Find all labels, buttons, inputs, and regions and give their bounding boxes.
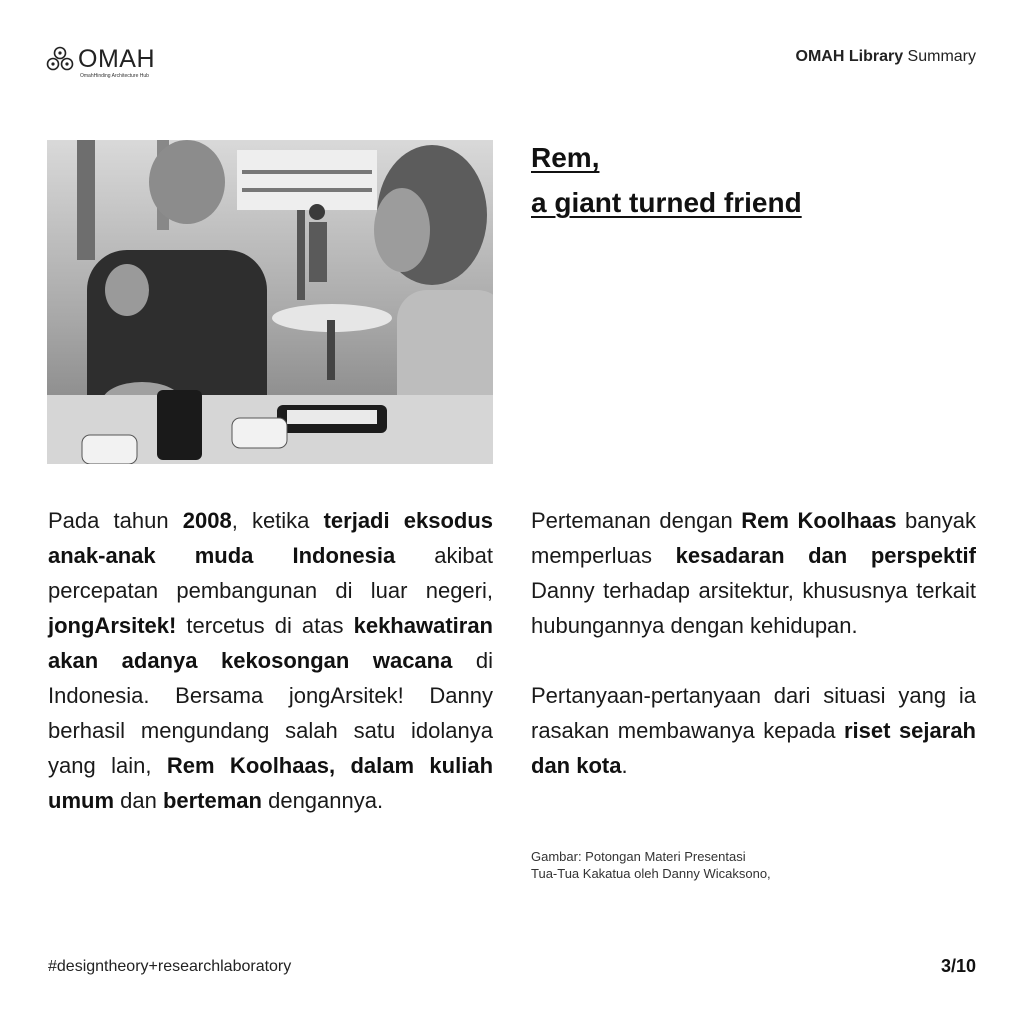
bold-text-run: jongArsitek! (48, 613, 177, 638)
text-run: dengannya. (261, 788, 384, 813)
text-run: . (621, 753, 628, 778)
page-number: 3/10 (940, 956, 976, 976)
text-run: dan (114, 788, 163, 813)
photo-of-two-men-in-conversation-icon (47, 140, 493, 464)
title-line-1: Rem, (531, 142, 600, 173)
bold-text-run: berteman (162, 788, 262, 813)
bold-text-run: kesadaran dan perspektif (675, 543, 976, 568)
title-line-2: a giant turned friend (531, 187, 802, 218)
bold-text-run: riset sejarah dan kota (531, 718, 976, 778)
bold-text-run: 2008 (182, 508, 232, 533)
text-run: Danny terhadap arsitektur, khususnya terkait hubungannya dengan kehidupan. (531, 578, 976, 638)
page-title (531, 135, 802, 225)
right-body-paragraph-1 (531, 503, 976, 643)
omah-logo-icon (46, 46, 74, 72)
bold-text-run: terjadi eksodus anak-anak muda Indonesia (48, 508, 494, 568)
text-run: Pada tahun (48, 508, 183, 533)
logo-wordmark: OMAH (78, 45, 155, 73)
text-run: Pertanyaan-pertanyaan dari situasi yang ia rasakan membawanya kepada (531, 683, 976, 743)
text-run: tercetus di atas (176, 613, 354, 638)
caption-line-2: Tua-Tua Kakatua oleh Danny Wicaksono, (531, 866, 771, 881)
text-run: akibat percepatan pembangunan di luar negeri, (48, 543, 493, 603)
header-label-rest: Summary (907, 48, 976, 65)
text-run: banyak memperluas (531, 508, 976, 568)
bold-text-run: kekhawatiran akan adanya kekosongan wacana (48, 613, 493, 673)
left-body-paragraph (48, 503, 493, 818)
text-run: Pertemanan dengan (531, 508, 742, 533)
omah-logo (46, 46, 155, 80)
left-body-column (48, 503, 493, 818)
image-caption (531, 848, 771, 882)
header-label (796, 48, 976, 66)
text-run: di Indonesia. Bersama jongArsitek! Danny berhasil mengundang salah satu idolanya yang lain, (48, 648, 493, 778)
caption-line-1: Gambar: Potongan Materi Presentasi (531, 849, 746, 864)
bold-text-run: Rem Koolhaas (741, 508, 897, 533)
right-body-column (531, 503, 976, 783)
header-label-bold: OMAH Library (795, 48, 904, 65)
footer-hashtag: #designtheory+researchlaboratory (48, 958, 292, 975)
text-run: , ketika (231, 508, 324, 533)
bold-text-run: Rem Koolhaas, dalam kuliah umum (48, 753, 494, 813)
right-body-paragraph-2 (531, 678, 976, 783)
logo-subtitle: OmahHinding Architecture Hub (80, 73, 149, 79)
conversation-photo (47, 140, 493, 464)
